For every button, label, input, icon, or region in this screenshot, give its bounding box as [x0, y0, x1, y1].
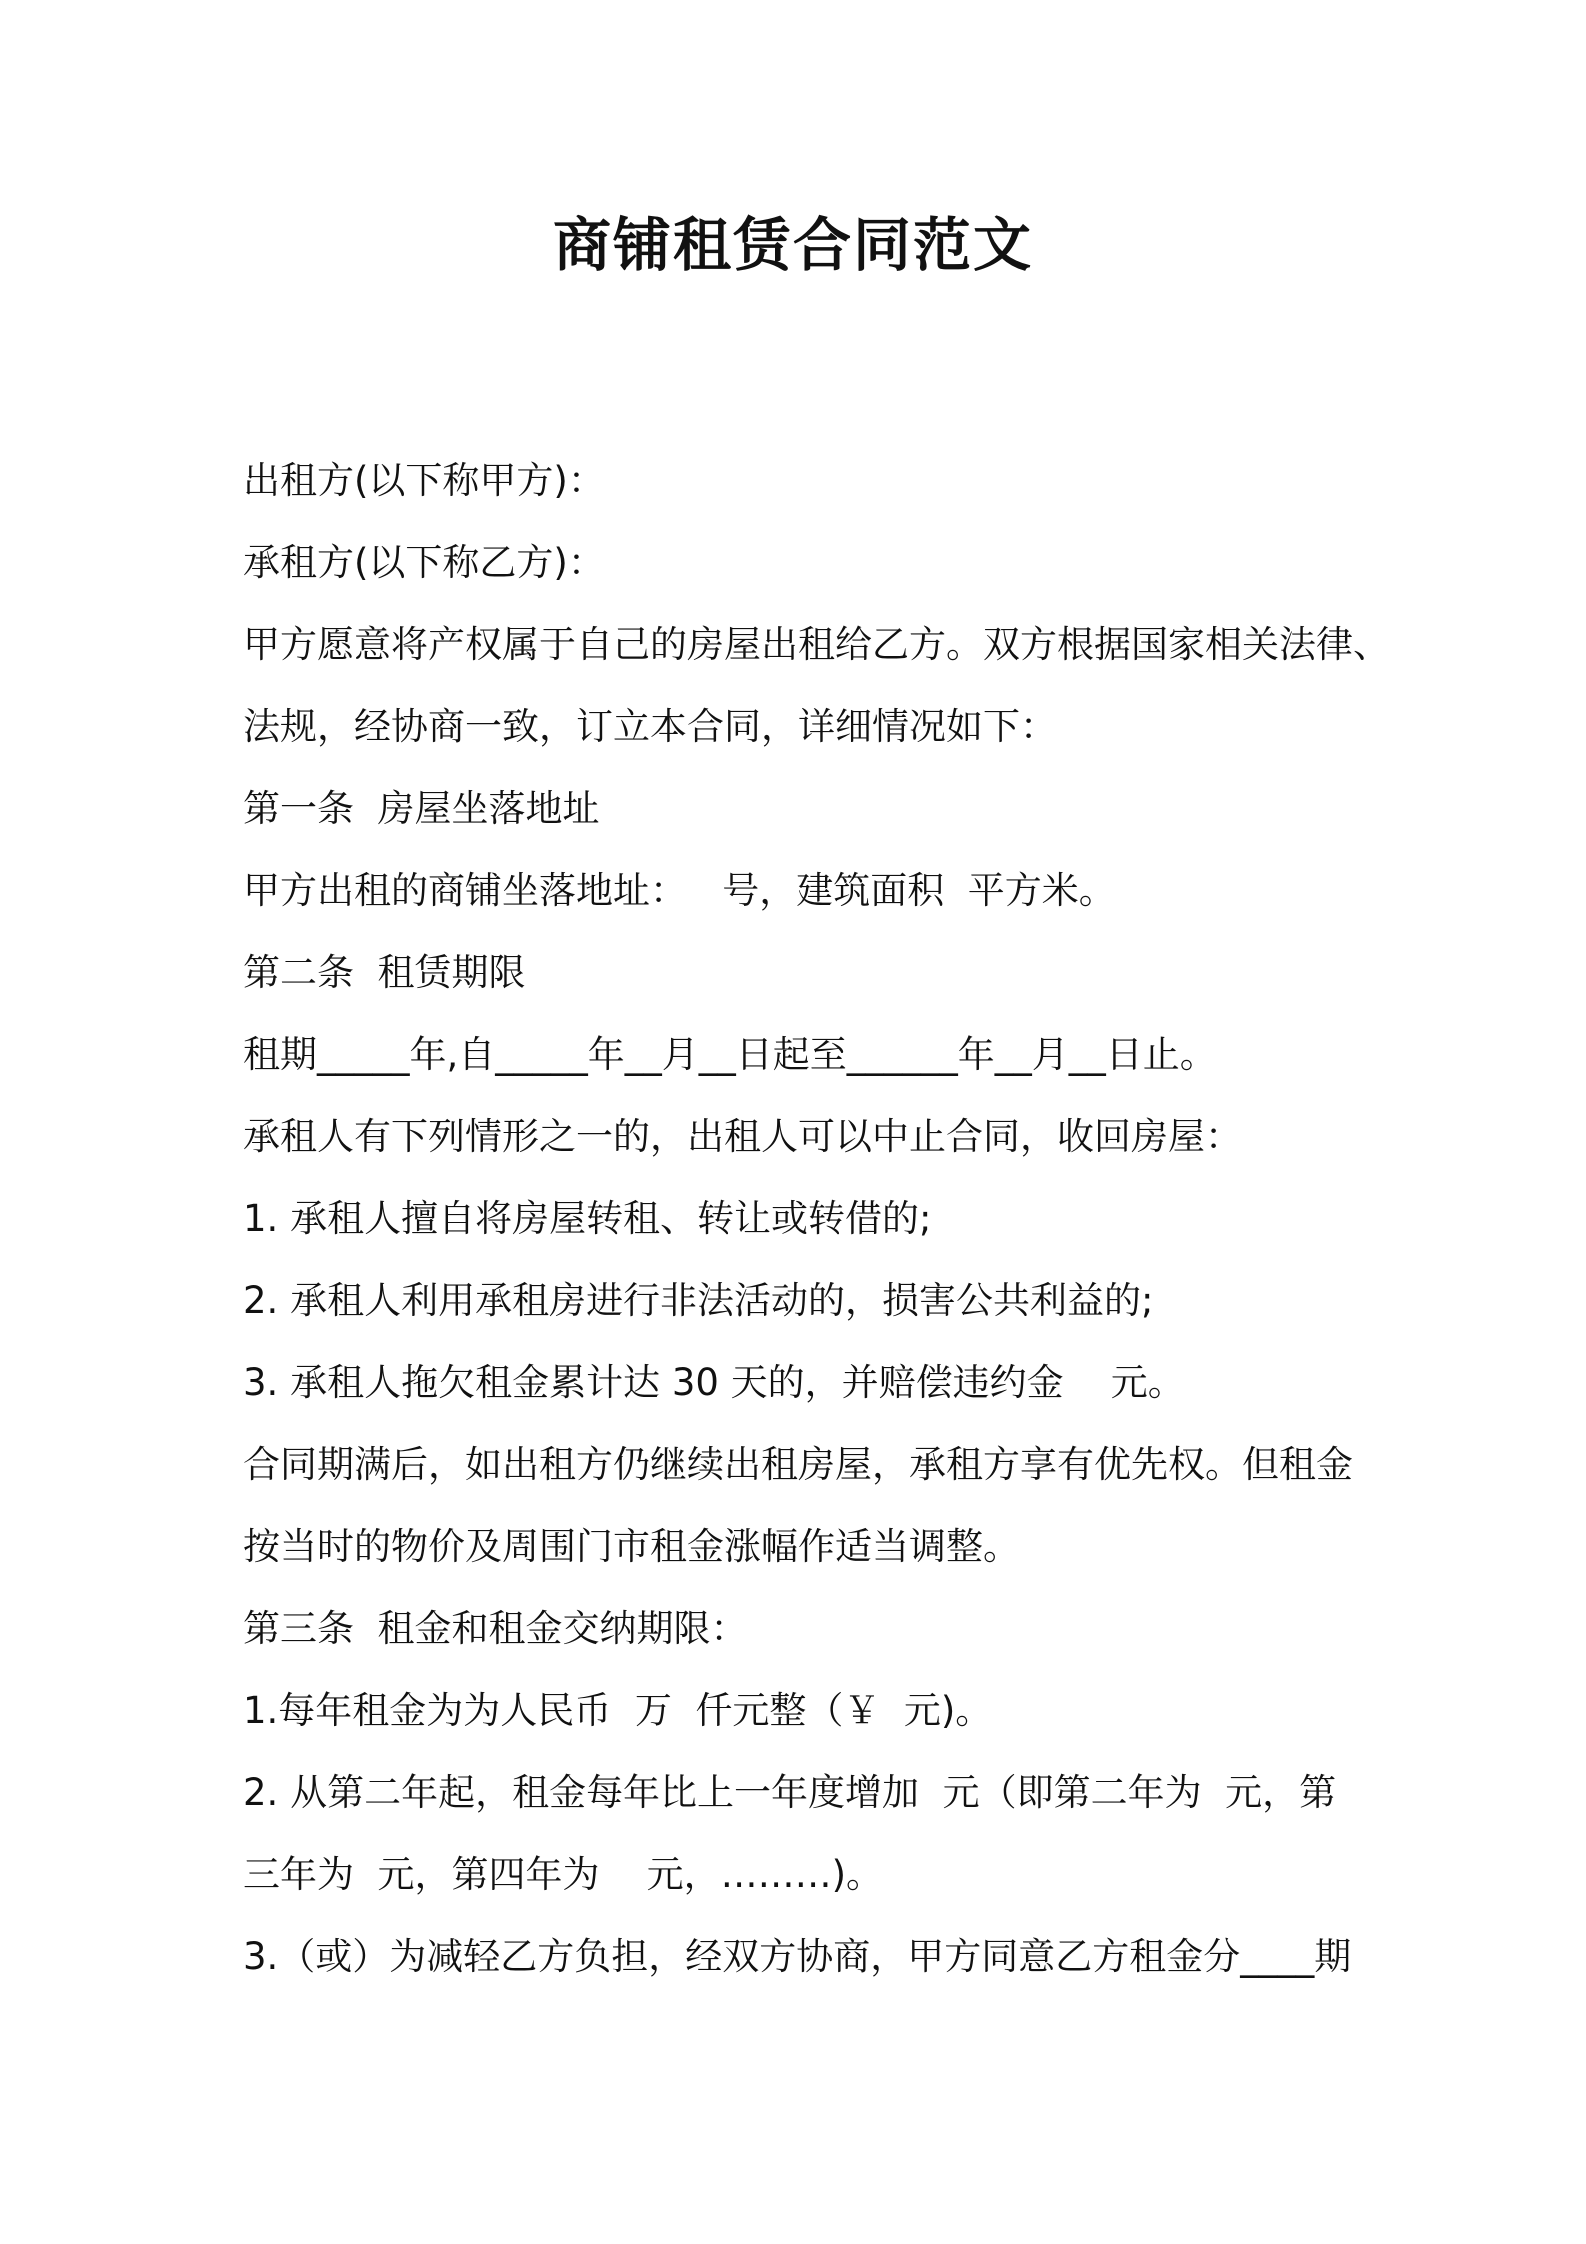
paragraph-line: 租期_____年,自_____年__月__日起至______年__月__日止。 — [243, 1033, 1217, 1076]
paragraph-line: 按当时的物价及周围门市租金涨幅作适当调整。 — [243, 1525, 1020, 1568]
list-item: 2. 从第二年起，租金每年比上一年度增加 元（即第二年为 元，第 — [243, 1771, 1337, 1814]
list-item: 3.（或）为减轻乙方负担，经双方协商，甲方同意乙方租金分____期 — [243, 1935, 1352, 1978]
document-title: 商铺租赁合同范文 — [552, 211, 1033, 279]
list-item: 3. 承租人拖欠租金累计达 30 天的，并赔偿违约金 元。 — [243, 1361, 1185, 1404]
paragraph-line: 三年为 元，第四年为 元，………)。 — [243, 1853, 884, 1896]
paragraph-line: 法规，经协商一致，订立本合同，详细情况如下： — [243, 705, 1057, 748]
list-item: 1.每年租金为为人民币 万 仟元整（￥ 元)。 — [243, 1689, 993, 1732]
paragraph-line: 合同期满后，如出租方仍继续出租房屋，承租方享有优先权。但租金 — [243, 1443, 1353, 1486]
section-heading: 第三条 租金和租金交纳期限： — [243, 1607, 748, 1650]
document-body — [243, 440, 1390, 1998]
paragraph-line: 甲方出租的商铺坐落地址： 号，建筑面积 平方米。 — [243, 869, 1116, 912]
section-heading: 第一条 房屋坐落地址 — [243, 787, 600, 830]
list-item: 2. 承租人利用承租房进行非法活动的，损害公共利益的; — [243, 1279, 1154, 1322]
list-item: 1. 承租人擅自将房屋转租、转让或转借的; — [243, 1197, 932, 1240]
paragraph-line: 出租方(以下称甲方)： — [243, 459, 605, 502]
paragraph-line: 承租人有下列情形之一的，出租人可以中止合同，收回房屋： — [243, 1115, 1242, 1158]
paragraph-line: 甲方愿意将产权属于自己的房屋出租给乙方。双方根据国家相关法律、 — [243, 623, 1390, 666]
paragraph-line: 承租方(以下称乙方)： — [243, 541, 605, 584]
section-heading: 第二条 租赁期限 — [243, 951, 526, 994]
